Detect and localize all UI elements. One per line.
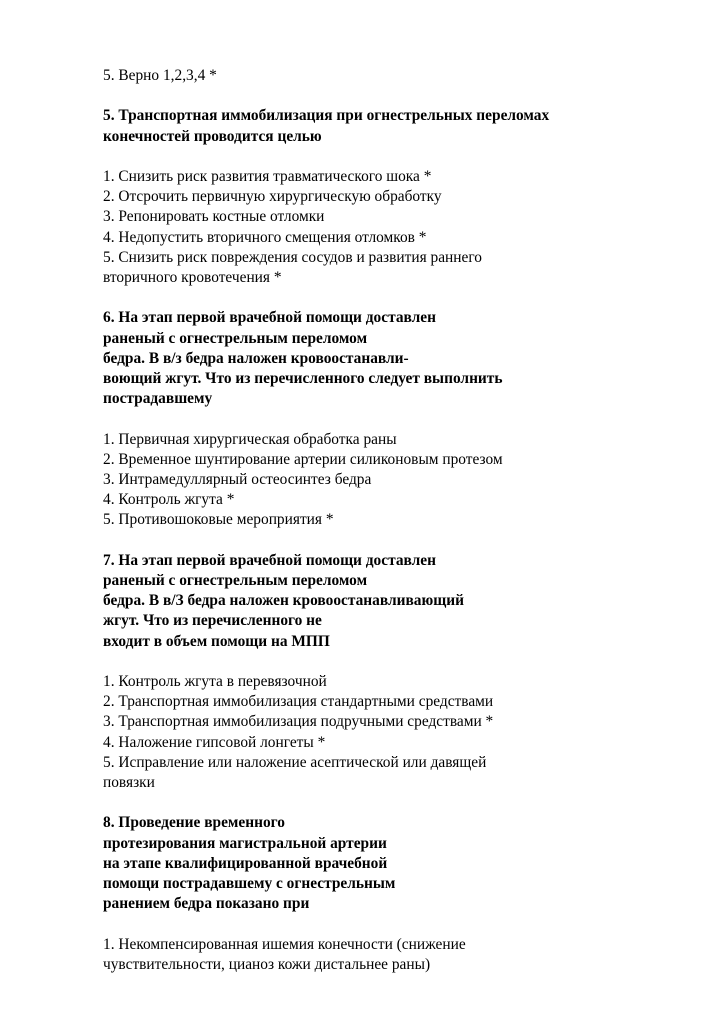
question-8 (103, 813, 703, 975)
spacer (103, 914, 703, 934)
answer-list (103, 672, 703, 793)
question-title (103, 813, 703, 914)
answer-option: 5. Снизить риск повреждения сосудов и развития раннего (103, 248, 482, 266)
spacer (103, 652, 703, 672)
question-title-line: 7. На этап первой врачебной помощи доставлен (103, 551, 436, 569)
spacer (103, 793, 703, 813)
answer-option: 1. Снизить риск развития травматического шока * (103, 167, 432, 185)
spacer (103, 531, 703, 551)
question-title-line: бедра. В в/З бедра наложен кровоостанавливающий (103, 592, 464, 610)
answer-option: 4. Контроль жгута * (103, 491, 235, 509)
answer-list (103, 430, 703, 531)
answer-list (103, 167, 703, 288)
question-title-line: 5. Транспортная иммобилизация при огнестрельных переломах (103, 107, 550, 125)
question-title-line: бедра. В в/з бедра наложен кровоостанавли- (103, 349, 409, 367)
question-title-line: протезирования магистральной артерии (103, 834, 387, 852)
answer-option: 5. Исправление или наложение асептической или давящей (103, 753, 487, 771)
answer-option: 3. Репонировать костные отломки (103, 208, 325, 226)
answer-option: 5. Противошоковые мероприятия * (103, 511, 334, 529)
answer-option: 4. Недопустить вторичного смещения отломков * (103, 228, 427, 246)
answer-option: 1. Некомпенсированная ишемия конечности (снижение (103, 935, 466, 953)
answer-option: 1. Первичная хирургическая обработка раны (103, 430, 397, 448)
question-title-line: помощи пострадавшему с огнестрельным (103, 875, 396, 893)
question-title-line: 6. На этап первой врачебной помощи доставлен (103, 309, 436, 327)
question-title-line: на этапе квалифицированной врачебной (103, 854, 388, 872)
answer-option: 2. Отсрочить первичную хирургическую обработку (103, 188, 442, 206)
answer-option: 1. Контроль жгута в перевязочной (103, 673, 327, 690)
answer-option: 3. Интрамедуллярный остеосинтез бедра (103, 471, 372, 488)
intro-answer: 5. Верно 1,2,3,4 * (103, 67, 217, 84)
answer-option-continued: чувствительности, цианоз кожи дистальнее раны) (103, 955, 431, 973)
question-title-line: пострадавшему (103, 390, 213, 408)
question-title-line: раненый с огнестрельным переломом (103, 572, 368, 589)
question-title-line: раненый с огнестрельным переломом (103, 329, 368, 347)
question-title-line: конечностей проводится целью (103, 127, 322, 145)
answer-list (103, 935, 703, 975)
answer-option: 2. Временное шунтирование артерии силиконовым протезом (103, 450, 503, 468)
question-7 (103, 551, 703, 793)
question-title-line: воющий жгут. Что из перечисленного следует выполнить (103, 370, 503, 387)
question-5 (103, 106, 703, 288)
spacer (103, 288, 703, 308)
answer-option-continued: повязки (103, 774, 155, 792)
answer-option: 3. Транспортная иммобилизация подручными средствами * (103, 713, 494, 731)
spacer (103, 409, 703, 429)
question-6 (103, 308, 703, 530)
spacer (103, 86, 703, 106)
question-title-line: входит в объем помощи на МПП (103, 632, 330, 650)
answer-option-continued: вторичного кровотечения * (103, 269, 282, 286)
question-title (103, 106, 703, 146)
question-title-line: 8. Проведение временного (103, 814, 285, 832)
answer-option: 4. Наложение гипсовой лонгеты * (103, 733, 326, 751)
question-title (103, 551, 703, 652)
document-page (103, 66, 703, 975)
question-title-line: жгут. Что из перечисленного не (103, 612, 322, 630)
question-title (103, 308, 703, 409)
answer-option: 2. Транспортная иммобилизация стандартными средствами (103, 693, 494, 711)
question-title-line: ранением бедра показано при (103, 895, 310, 913)
spacer (103, 147, 703, 167)
